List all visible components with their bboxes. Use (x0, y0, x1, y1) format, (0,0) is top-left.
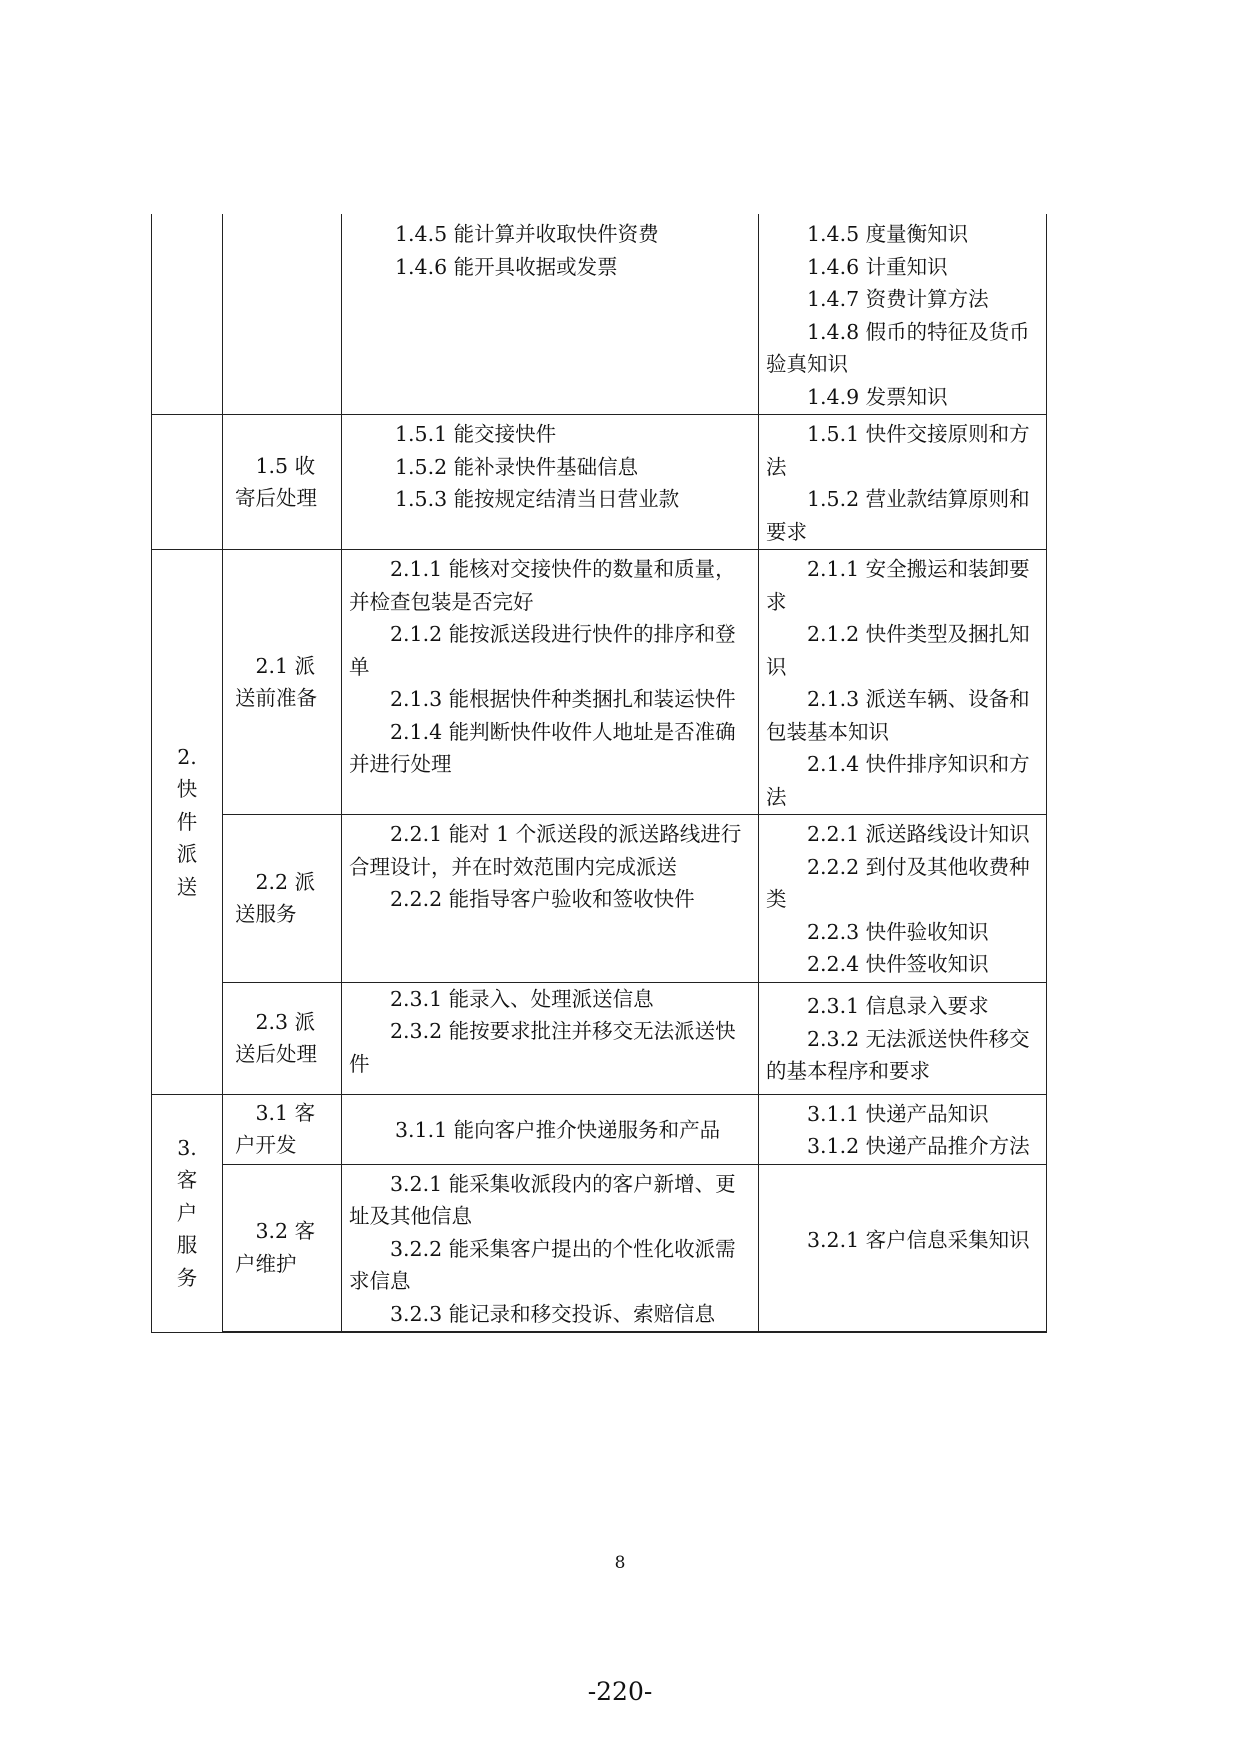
skill-line: 件 (349, 1051, 370, 1076)
skill-cell (342, 815, 759, 983)
skill-line: 1.5.1 能交接快件 (395, 422, 557, 446)
unit-line: 3.1 客 (255, 1100, 316, 1125)
knowledge-line: 验真知识 (766, 352, 848, 376)
skill-line: 并进行处理 (349, 752, 452, 776)
skill-line: 2.1.3 能根据快件种类捆扎和装运快件 (390, 687, 736, 711)
knowledge-line: 2.1.2 快件类型及捆扎知 (807, 622, 1030, 646)
knowledge-line: 2.2.1 派送路线设计知识 (807, 822, 1030, 846)
skill-line: 求信息 (349, 1269, 411, 1293)
unit-line: 送前准备 (235, 686, 317, 710)
skill-line: 2.3.1 能录入、处理派送信息 (390, 986, 654, 1011)
knowledge-line: 的基本程序和要求 (766, 1059, 930, 1084)
module-char: 3. (177, 1135, 197, 1160)
module-cell (152, 1094, 223, 1332)
module-char: 快 (176, 777, 198, 801)
table-row (152, 550, 1047, 815)
knowledge-line: 法 (766, 784, 787, 809)
table-row (152, 415, 1047, 550)
unit-line: 寄后处理 (235, 486, 317, 510)
skill-line: 1.4.5 能计算并收取快件资费 (395, 222, 659, 246)
knowledge-line: 1.5.2 营业款结算原则和 (807, 487, 1030, 511)
unit-cell (223, 550, 342, 815)
skill-cell (342, 1164, 759, 1332)
skill-line: 单 (349, 654, 370, 679)
unit-line: 户开发 (235, 1133, 297, 1157)
skill-line: 2.2.1 能对 1 个派送段的派送路线进行 (390, 822, 742, 846)
skill-line: 1.5.2 能补录快件基础信息 (395, 454, 639, 479)
module-cell (152, 550, 223, 1095)
table-row (152, 1094, 1047, 1164)
skill-cell (342, 1094, 759, 1164)
knowledge-line: 类 (766, 887, 787, 911)
knowledge-line: 1.4.8 假币的特征及货币 (807, 319, 1030, 344)
knowledge-line: 2.1.1 安全搬运和装卸要 (807, 557, 1030, 581)
knowledge-cell (759, 982, 1047, 1094)
module-cell (152, 415, 223, 550)
knowledge-line: 1.4.7 资费计算方法 (807, 287, 989, 311)
unit-line: 送后处理 (235, 1042, 317, 1066)
knowledge-line: 求 (766, 589, 787, 614)
module-char: 2. (177, 744, 197, 769)
knowledge-cell (759, 550, 1047, 815)
knowledge-line: 2.1.3 派送车辆、设备和 (807, 687, 1030, 711)
module-char: 派 (176, 842, 198, 866)
footer-page-number: -220- (587, 1677, 653, 1706)
knowledge-line: 1.4.9 发票知识 (807, 384, 948, 409)
unit-cell (223, 415, 342, 550)
skill-line: 2.1.2 能按派送段进行快件的排序和登 (390, 622, 736, 646)
knowledge-cell (759, 1094, 1047, 1164)
knowledge-line: 法 (766, 454, 787, 479)
module-char: 务 (176, 1265, 198, 1290)
knowledge-cell (759, 415, 1047, 550)
knowledge-line: 1.4.6 计重知识 (807, 254, 948, 279)
skill-line: 3.1.1 能向客户推介快递服务和产品 (395, 1117, 721, 1142)
occupational-standard-table (151, 214, 1047, 1333)
page-number: 8 (614, 1553, 626, 1573)
unit-line: 2.2 派 (255, 869, 316, 894)
knowledge-line: 2.2.3 快件验收知识 (807, 919, 989, 944)
module-char: 客 (176, 1168, 198, 1193)
skill-cell (342, 550, 759, 815)
knowledge-line: 3.1.2 快递产品推介方法 (807, 1134, 1030, 1158)
skill-line: 3.2.1 能采集收派段内的客户新增、更 (390, 1171, 736, 1196)
module-char: 服 (176, 1233, 198, 1258)
knowledge-line: 3.1.1 快递产品知识 (807, 1101, 989, 1126)
knowledge-line: 1.5.1 快件交接原则和方 (807, 422, 1030, 446)
knowledge-line: 识 (766, 654, 787, 679)
unit-cell (223, 214, 342, 415)
table-row (152, 1164, 1047, 1332)
skill-line: 1.5.3 能按规定结清当日营业款 (395, 487, 680, 511)
knowledge-cell (759, 214, 1047, 415)
skill-line: 3.2.3 能记录和移交投诉、索赔信息 (390, 1301, 716, 1326)
skill-cell (342, 415, 759, 550)
knowledge-cell (759, 815, 1047, 983)
knowledge-line: 包装基本知识 (766, 719, 889, 744)
unit-line: 3.2 客 (255, 1219, 316, 1244)
unit-line: 2.1 派 (255, 653, 316, 678)
skill-line: 2.3.2 能按要求批注并移交无法派送快 (390, 1019, 736, 1043)
unit-line: 1.5 收 (255, 453, 316, 478)
unit-cell (223, 1164, 342, 1332)
skill-cell (342, 982, 759, 1094)
knowledge-line: 2.2.4 快件签收知识 (807, 952, 989, 976)
knowledge-line: 3.2.1 客户信息采集知识 (807, 1228, 1030, 1252)
unit-cell (223, 982, 342, 1094)
module-char: 件 (176, 809, 198, 834)
table-row (152, 214, 1047, 415)
skill-line: 2.1.1 能核对交接快件的数量和质量， (390, 557, 736, 581)
skill-line: 1.4.6 能开具收据或发票 (395, 254, 618, 279)
unit-cell (223, 815, 342, 983)
table-row (152, 982, 1047, 1094)
skill-line: 3.2.2 能采集客户提出的个性化收派需 (390, 1236, 736, 1261)
knowledge-line: 2.3.2 无法派送快件移交 (807, 1026, 1030, 1051)
skill-line: 合理设计，并在时效范围内完成派送 (349, 854, 677, 879)
module-char: 户 (176, 1200, 198, 1225)
skill-cell (342, 214, 759, 415)
unit-line: 送服务 (235, 902, 297, 927)
knowledge-line: 2.1.4 快件排序知识和方 (807, 752, 1030, 776)
knowledge-line: 1.4.5 度量衡知识 (807, 222, 969, 246)
knowledge-line: 2.2.2 到付及其他收费种 (807, 854, 1030, 879)
knowledge-cell (759, 1164, 1047, 1332)
skill-line: 并检查包装是否完好 (349, 589, 534, 614)
unit-line: 2.3 派 (255, 1009, 316, 1034)
skill-line: 2.2.2 能指导客户验收和签收快件 (390, 887, 695, 911)
unit-cell (223, 1094, 342, 1164)
skill-line: 2.1.4 能判断快件收件人地址是否准确 (390, 719, 736, 744)
module-cell (152, 214, 223, 415)
module-char: 送 (176, 874, 198, 899)
skill-line: 址及其他信息 (349, 1204, 472, 1228)
knowledge-line: 要求 (766, 519, 807, 544)
unit-line: 户维护 (235, 1251, 297, 1276)
table-row (152, 815, 1047, 983)
knowledge-line: 2.3.1 信息录入要求 (807, 994, 989, 1019)
